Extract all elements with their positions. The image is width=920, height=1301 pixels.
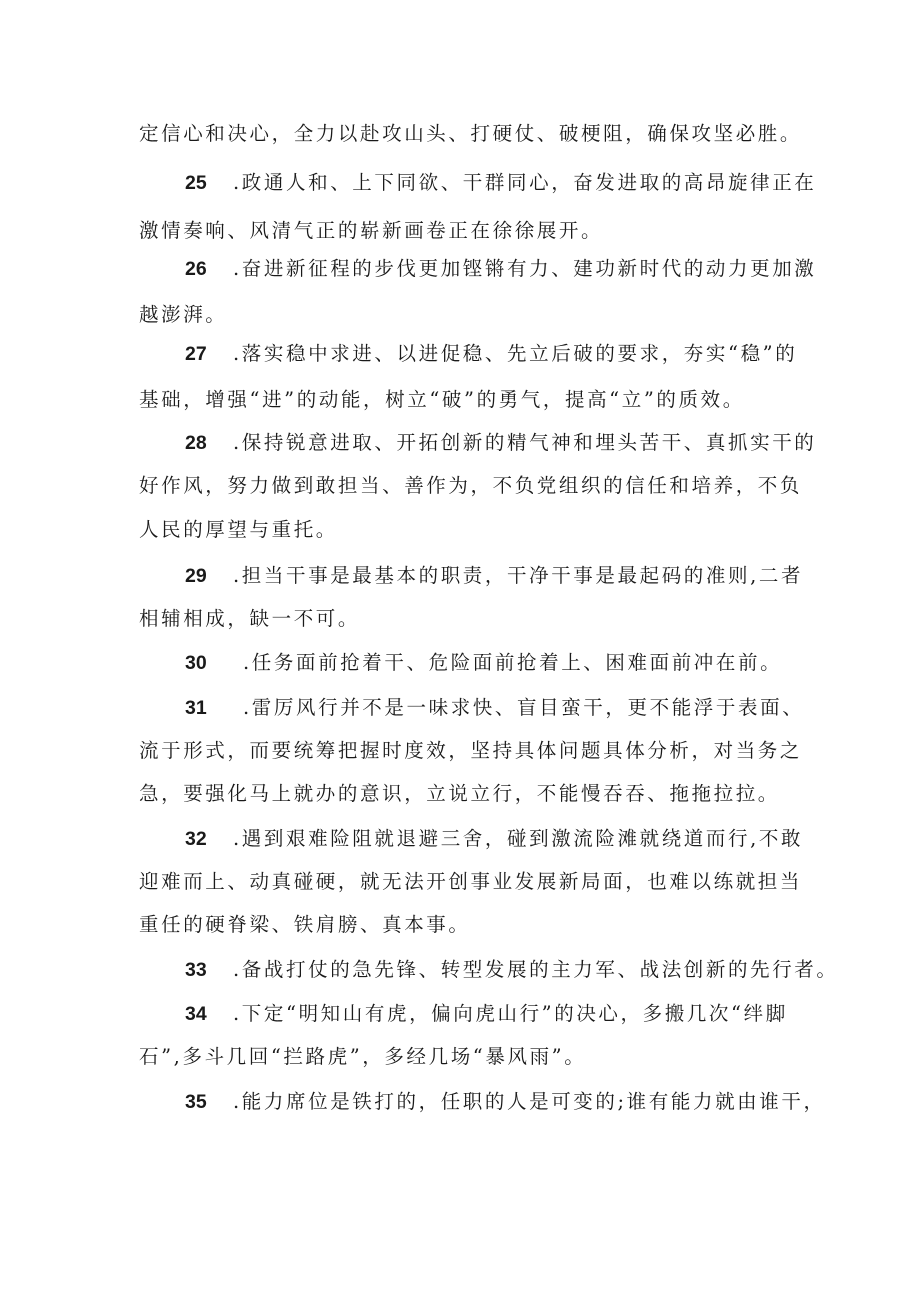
paragraph-line: 基础，增强“进”的动能，树立“破”的勇气，提高“立”的质效。 [139, 388, 745, 411]
item-number: 34 [185, 1003, 207, 1025]
paragraph-line: 激情奏响、风清气正的崭新画卷正在徐徐展开。 [139, 219, 604, 242]
list-item-25: 25 .政通人和、上下同欲、干群同心，奋发进取的高昂旋律正在 [185, 171, 817, 194]
paragraph-line: 越澎湃。 [139, 303, 228, 326]
item-number: 33 [185, 959, 207, 981]
item-number: 31 [185, 697, 207, 719]
list-item-28: 28 .保持锐意进取、开拓创新的精气神和埋头苦干、真抓实干的 [185, 431, 817, 454]
paragraph-line: 重任的硬脊梁、铁肩膀、真本事。 [139, 913, 471, 936]
list-item-30: 30 .任务面前抢着干、危险面前抢着上、困难面前冲在前。 [185, 651, 783, 674]
paragraph-line: 定信心和决心，全力以赴攻山头、打硬仗、破梗阻，确保攻坚必胜。 [139, 122, 803, 145]
item-number: 26 [185, 258, 207, 280]
list-item-33: 33 .备战打仗的急先锋、转型发展的主力军、战法创新的先行者。 [185, 958, 839, 981]
paragraph-line: 流于形式，而要统筹把握时度效，坚持具体问题具体分析，对当务之 [139, 739, 803, 762]
list-item-26: 26 .奋进新征程的步伐更加铿锵有力、建功新时代的动力更加激 [185, 257, 817, 280]
list-item-31: 31 .雷厉风行并不是一味求快、盲目蛮干，更不能浮于表面、 [185, 696, 805, 719]
item-number: 35 [185, 1091, 207, 1113]
list-item-32: 32 .遇到艰难险阻就退避三舍，碰到激流险滩就绕道而行,不敢 [185, 827, 804, 850]
item-number: 27 [185, 343, 207, 365]
paragraph-line: 石”,多斗几回“拦路虎”，多经几场“暴风雨”。 [139, 1045, 587, 1068]
paragraph-line: 好作风，努力做到敢担当、善作为，不负党组织的信任和培养，不负 [139, 474, 803, 497]
list-item-27: 27 .落实稳中求进、以进促稳、先立后破的要求，夯实“稳”的 [185, 342, 798, 365]
item-number: 28 [185, 432, 207, 454]
paragraph-line: 迎难而上、动真碰硬，就无法开创事业发展新局面，也难以练就担当 [139, 870, 803, 893]
item-number: 25 [185, 172, 207, 194]
list-item-35: 35 .能力席位是铁打的，任职的人是可变的;谁有能力就由谁干， [185, 1090, 826, 1113]
item-number: 30 [185, 652, 207, 674]
list-item-34: 34 .下定“明知山有虎，偏向虎山行”的决心，多搬几次“绊脚 [185, 1002, 788, 1025]
paragraph-line: 急，要强化马上就办的意识，立说立行，不能慢吞吞、拖拖拉拉。 [139, 782, 780, 805]
list-item-29: 29 .担当干事是最基本的职责，干净干事是最起码的准则,二者 [185, 564, 804, 587]
item-number: 29 [185, 565, 207, 587]
paragraph-line: 人民的厚望与重托。 [139, 518, 338, 541]
paragraph-line: 相辅相成，缺一不可。 [139, 607, 361, 630]
item-number: 32 [185, 828, 207, 850]
